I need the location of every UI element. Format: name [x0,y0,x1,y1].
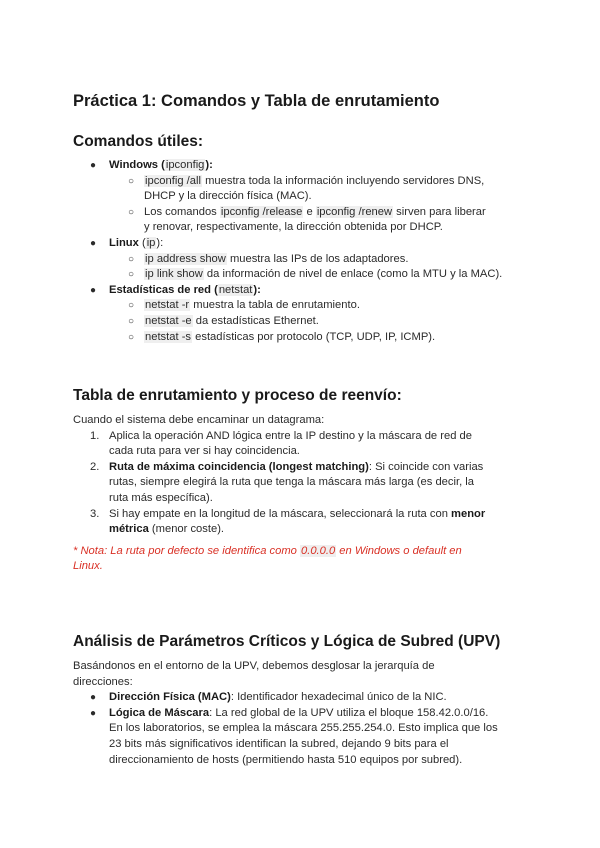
section-heading-analisis: Análisis de Parámetros Críticos y Lógica de Subred (UPV) [73,633,501,650]
list-item-linux: ● Linux (ip): [73,236,543,252]
list-item-ip-link: ○ ip link show da información de nivel de enlace (como la MTU y la MAC). [73,267,543,283]
comandos-list [73,158,543,345]
list-item-netstat-r: ○ netstat -r muestra la tabla de enrutamiento. [73,298,543,314]
circle-bullet-icon: ○ [128,253,135,265]
ordered-item-2: 2. Ruta de máxima coincidencia (longest matching): Si coincide con varias rutas, siempre elegirá la ruta que tenga la máscara más larga (es decir, la ruta más específica). [90,460,484,504]
list-item-estadisticas: ● Estadísticas de red (netstat): [73,283,543,299]
tabla-intro: Cuando el sistema debe encaminar un datagrama: [73,414,325,426]
circle-bullet-icon: ○ [128,269,135,281]
list-item-mascara: ● Lógica de Máscara: La red global de la UPV utiliza el bloque 158.42.0.0/16. En los laboratorios, se emplea la máscara 255.255.254.0. Esto implica que los 23 bits más significativos identifican la subred, dejando 9 bits para el direccionamiento de hosts (permitiendo hasta 510 equipos por subred). [90,706,498,766]
bullet-icon: ● [90,707,97,719]
bullet-icon: ● [90,692,97,704]
section-heading-comandos: Comandos útiles: [73,133,204,150]
list-item-ipconfig-release: ○ Los comandos ipconfig /release e ipconfig /renew sirven para liberar y renovar, respectivamente, la dirección obtenida por DHCP. [128,205,486,234]
list-item-netstat-s: ○ netstat -s estadísticas por protocolo (TCP, UDP, IP, ICMP). [73,330,543,346]
list-item-ip-address: ○ ip address show muestra las IPs de los adaptadores. [73,252,543,268]
bullet-icon: ● [90,284,97,296]
list-item-mac: ● Dirección Física (MAC): Identificador hexadecimal único de la NIC. [73,690,543,706]
list-item-netstat-e: ○ netstat -e da estadísticas Ethernet. [73,314,543,330]
list-item-windows: ● Windows (ipconfig): [73,158,543,174]
list-item-ipconfig-all: ○ ipconfig /all muestra toda la información incluyendo servidores DNS, DHCP y la dirección física (MAC). [128,174,485,203]
section-heading-tabla: Tabla de enrutamiento y proceso de reenvío: [73,387,402,404]
circle-bullet-icon: ○ [128,315,135,327]
tabla-section-body [73,413,543,575]
analisis-intro: Basándonos en el entorno de la UPV, debemos desglosar la jerarquía de direcciones: [73,660,435,688]
ordered-item-3: 3. Si hay empate en la longitud de la máscara, seleccionará la ruta con menor métrica (menor coste). [90,507,486,536]
ordered-item-1: 1. Aplica la operación AND lógica entre la IP destino y la máscara de red de cada ruta para ver si hay coincidencia. [90,429,472,458]
bullet-icon: ● [90,237,97,249]
bullet-icon: ● [90,160,97,171]
circle-bullet-icon: ○ [128,331,135,343]
circle-bullet-icon: ○ [128,175,135,187]
default-route-note: * Nota: La ruta por defecto se identifica como 0.0.0.0 en Windows o default en Linux. [73,544,462,573]
circle-bullet-icon: ○ [128,206,135,218]
analisis-section-body [73,659,543,768]
page-title: Práctica 1: Comandos y Tabla de enrutamiento [73,92,440,110]
circle-bullet-icon: ○ [128,300,135,312]
